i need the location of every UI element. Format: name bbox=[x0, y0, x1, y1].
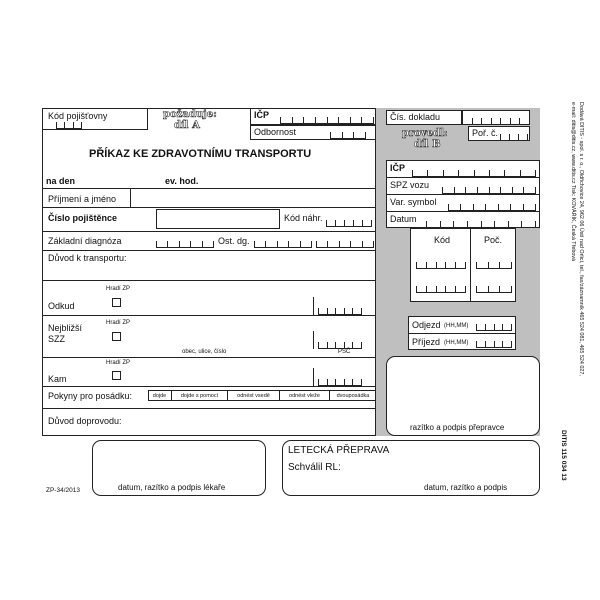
szz-psc-comb[interactable] bbox=[318, 342, 362, 349]
var-symbol-label: Var. symbol bbox=[390, 197, 437, 207]
provedl-label: provedl: bbox=[402, 128, 448, 139]
dil-a-label: díl A bbox=[174, 120, 200, 131]
ost-dg-comb[interactable] bbox=[254, 241, 312, 248]
cis-dokladu-comb[interactable] bbox=[462, 118, 530, 125]
icp-a-label: IČP bbox=[254, 110, 270, 120]
row-line bbox=[42, 188, 376, 189]
icp-b-comb[interactable] bbox=[412, 170, 536, 177]
poc-header: Poč. bbox=[484, 235, 503, 245]
supplier-info-line-1: Dodává DITIS - spol. s r. o., Oldřichovice 24, 962 06 Ústí nad Orlicí, tel., fax/záznamník 465 524 081, 465 524 027, bbox=[578, 102, 584, 376]
diagnoza-comb[interactable] bbox=[156, 241, 214, 248]
odbornost-comb[interactable] bbox=[330, 132, 366, 139]
poc-row-1[interactable] bbox=[476, 262, 512, 269]
pokyny-label: Pokyny pro posádku: bbox=[48, 391, 133, 401]
odjezd-format: (HH,MM) bbox=[444, 323, 469, 329]
row-line bbox=[386, 177, 540, 178]
row-line bbox=[408, 333, 516, 334]
odjezd-label: Odjezd bbox=[412, 320, 441, 330]
psc-label: PSČ bbox=[338, 349, 351, 355]
product-code: DITIS 115 034 13 bbox=[560, 430, 567, 481]
row-line bbox=[386, 194, 540, 195]
letecka-label: LETECKÁ PŘEPRAVA bbox=[288, 445, 390, 456]
prijmeni-label: Příjmení a jméno bbox=[48, 194, 117, 204]
row-divider bbox=[313, 368, 314, 386]
prijezd-label: Příjezd bbox=[412, 337, 441, 347]
datum-label: Datum bbox=[390, 214, 417, 224]
kam-psc-comb[interactable] bbox=[318, 379, 362, 386]
pokyny-option-dojde[interactable]: dojde bbox=[148, 390, 172, 401]
kod-row-2[interactable] bbox=[416, 286, 466, 293]
kod-nahr-label: Kód náhr. bbox=[284, 213, 323, 223]
prijezd-comb[interactable] bbox=[476, 341, 512, 348]
ost-dg-label: Ost. dg. bbox=[218, 236, 250, 246]
duvod-transportu-label: Důvod k transportu: bbox=[48, 253, 127, 263]
row-line bbox=[42, 250, 376, 251]
icp-b-label: IČP bbox=[390, 163, 406, 173]
pokyny-option-dojde-s-pomoci[interactable]: dojde s pomocí bbox=[172, 390, 228, 401]
obec-label: obec, ulice, číslo bbox=[182, 349, 227, 355]
na-den-label: na den bbox=[46, 176, 76, 186]
poc-row-2[interactable] bbox=[476, 286, 512, 293]
air-stamp-label: datum, razítko a podpis bbox=[424, 483, 508, 492]
pokyny-option-dvouposadka[interactable]: dvouposádka bbox=[336, 392, 370, 399]
row-line bbox=[386, 211, 540, 212]
kod-row-1[interactable] bbox=[416, 262, 466, 269]
kod-header: Kód bbox=[434, 235, 451, 245]
zakladni-diagnoza-label: Základní diagnóza bbox=[48, 236, 122, 246]
form-title: PŘÍKAZ KE ZDRAVOTNÍMU TRANSPORTU bbox=[89, 148, 312, 160]
row-line bbox=[42, 386, 376, 387]
row-line bbox=[42, 207, 376, 208]
por-c-label: Poř. č. bbox=[472, 128, 499, 138]
row-divider bbox=[130, 188, 131, 207]
spz-label: SPZ vozu bbox=[390, 180, 430, 190]
row-line bbox=[42, 357, 376, 358]
stamp-prepravce-label: razítko a podpis přepravce bbox=[410, 423, 505, 432]
duvod-doprovodu-label: Důvod doprovodu: bbox=[48, 416, 122, 426]
ost-dg-comb-2[interactable] bbox=[316, 241, 374, 248]
odkud-label: Odkud bbox=[48, 301, 75, 311]
schvalil-label: Schválil RL: bbox=[288, 462, 341, 473]
row-divider bbox=[313, 297, 314, 315]
odkud-checkbox[interactable] bbox=[112, 298, 121, 307]
pokyny-option-odnest-vsede[interactable]: odnést vsedě bbox=[228, 390, 280, 401]
por-c-comb[interactable] bbox=[500, 134, 528, 141]
cis-dokladu-label: Čís. dokladu bbox=[390, 112, 441, 122]
kod-pojistovny-comb[interactable] bbox=[56, 122, 82, 129]
row-line bbox=[42, 315, 376, 316]
hradi-zp-label: Hradí ZP bbox=[106, 360, 131, 366]
row-line bbox=[42, 408, 376, 409]
kod-pojistovny-label: Kód pojišťovny bbox=[48, 111, 108, 121]
cislo-pojistence-field[interactable] bbox=[156, 209, 280, 229]
ev-hod-label: ev. hod. bbox=[165, 176, 199, 186]
var-symbol-comb[interactable] bbox=[448, 204, 536, 211]
hradi-zp-label: Hradí ZP bbox=[106, 286, 131, 292]
cislo-pojistence-label: Číslo pojištěnce bbox=[48, 213, 118, 223]
prijezd-format: (HH,MM) bbox=[444, 340, 469, 346]
kam-checkbox[interactable] bbox=[112, 371, 121, 380]
pokyny-option-odnest-vleze[interactable]: odnést vleže bbox=[280, 390, 330, 401]
odkud-psc-comb[interactable] bbox=[318, 308, 362, 315]
dil-b-label: díl B bbox=[414, 139, 441, 150]
spz-comb[interactable] bbox=[442, 187, 536, 194]
form-code: ZP-34/2013 bbox=[46, 487, 80, 494]
datum-comb[interactable] bbox=[426, 221, 536, 228]
nejblizsi-label: Nejbližší bbox=[48, 323, 83, 333]
row-divider bbox=[313, 331, 314, 349]
hradi-zp-label: Hradí ZP bbox=[106, 320, 131, 326]
kod-nahr-comb[interactable] bbox=[326, 220, 372, 227]
kam-label: Kam bbox=[48, 374, 67, 384]
pozaduje-label: požaduje: bbox=[163, 109, 217, 120]
odbornost-label: Odbornost bbox=[254, 127, 297, 137]
row-line bbox=[42, 280, 376, 281]
szz-checkbox[interactable] bbox=[112, 332, 121, 341]
kod-poc-divider bbox=[470, 228, 471, 302]
supplier-info-line-2: e-mail: ditis@ditis.cz, www.ditis.cz Tisk: KOVÁŘÍK, Česká Třebová bbox=[570, 102, 576, 262]
stamp-lekar-label: datum, razítko a podpis lékaře bbox=[118, 483, 226, 492]
szz-label: SZZ bbox=[48, 334, 65, 344]
odjezd-comb[interactable] bbox=[476, 324, 512, 331]
icp-a-comb[interactable] bbox=[280, 117, 374, 124]
row-line bbox=[42, 231, 376, 232]
